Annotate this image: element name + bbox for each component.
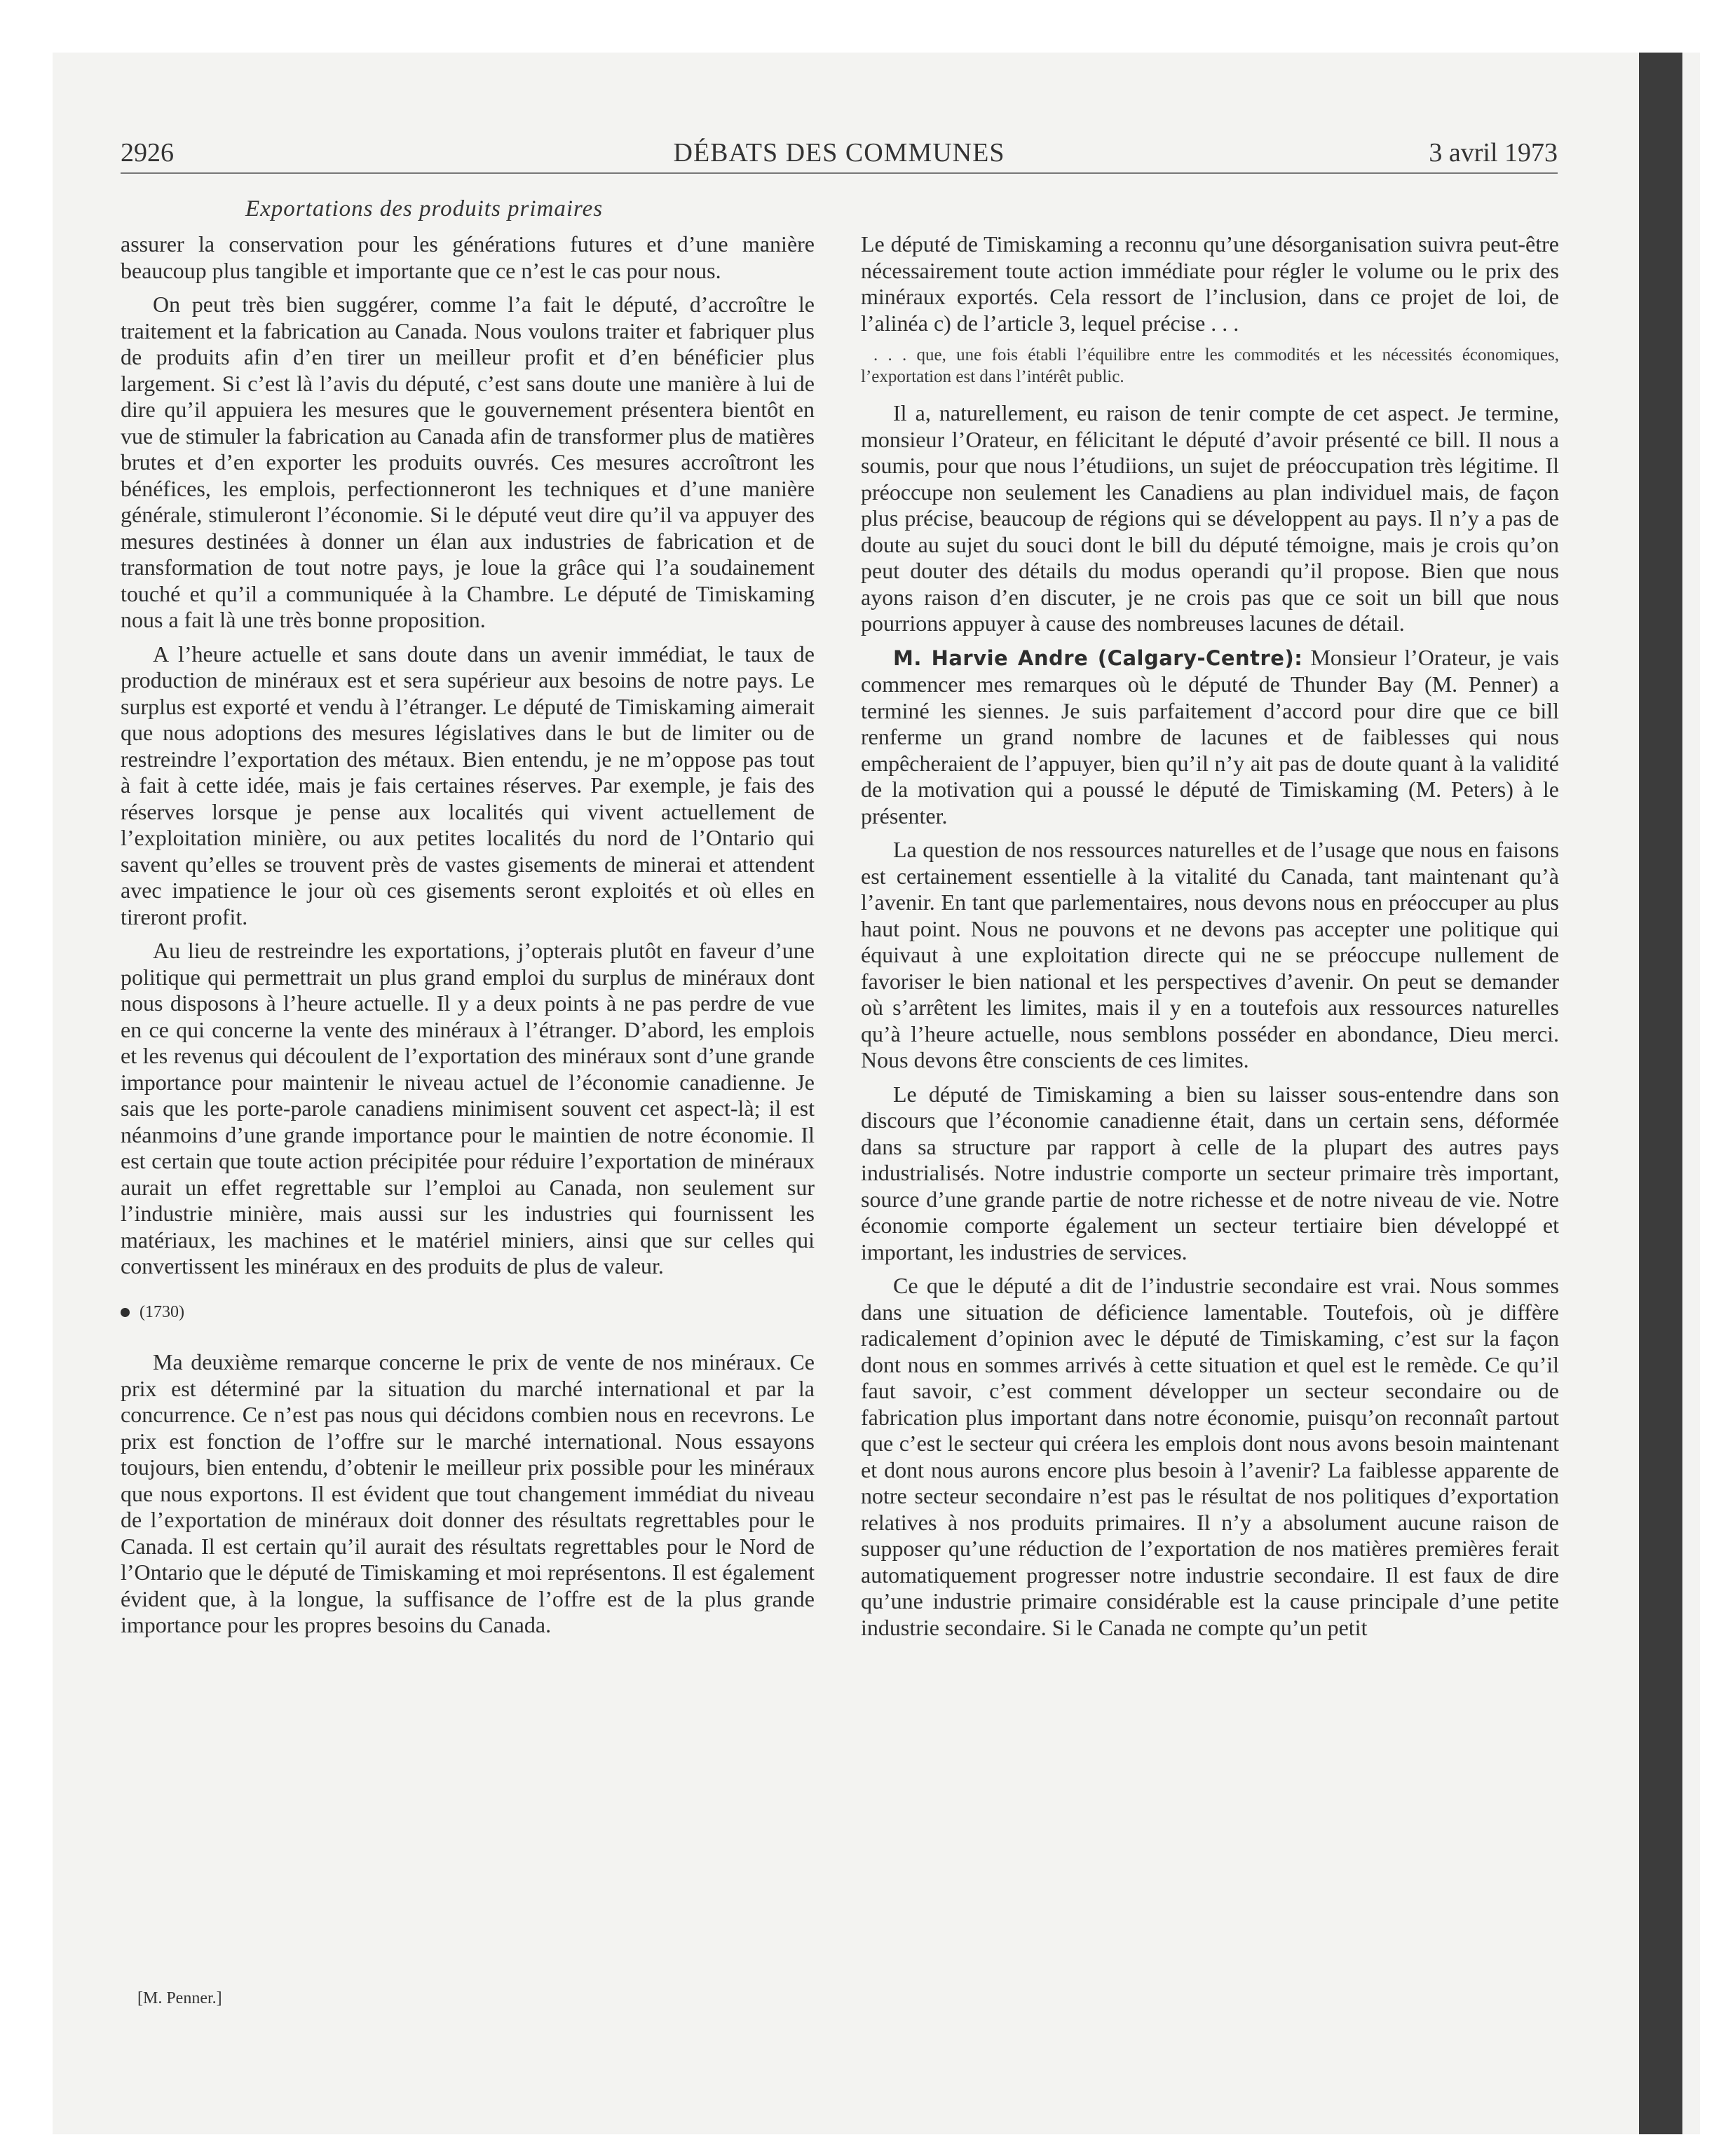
bullet-icon <box>121 1308 130 1317</box>
publication-title: DÉBATS DES COMMUNES <box>673 138 1005 168</box>
paragraph: Il a, naturellement, eu raison de tenir compte de cet aspect. Je termine, monsieur l’Orateur, en félicitant le député d’avoir présenté ce bill. Il nous a soumis, pour que nous l’étudiions, un sujet de préoccupation très légitime. Il préoccupe non seulement les Canadiens au plan individuel mais, de façon plus précise, beaucoup de régions qui se développent au pays. Il n’y a pas de doute au sujet du souci dont le bill du député témoigne, mais je crois qu’on peut douter des détails du modus operandi qu’il propose. Bien que nous ayons raison d’en discuter, je ne crois pas que ce soit un bill que nous pourrions appuyer à cause des nombreuses lacunes de détail. <box>861 400 1559 636</box>
paragraph: Le député de Timiskaming a bien su laisser sous-entendre dans son discours que l’économie canadienne était, dans un certain sens, déformée dans sa structure par rapport à celle de la plupart des autres pays industrialisés. Notre industrie comporte un secteur primaire très important, source d’une grande partie de notre richesse et de notre niveau de vie. Notre économie comporte également un secteur tertiaire bien développé et important, les industries de services. <box>861 1081 1559 1264</box>
time-marker <box>121 1299 815 1326</box>
paragraph: Au lieu de restreindre les exportations, j’opterais plutôt en faveur d’une politique qui permettrait un plus grand emploi du surplus de minéraux dont nous disposons à l’heure actuelle. Il y a deux points à ne pas perdre de vue en ce qui concerne la vente des minéraux à l’étranger. D’abord, les emplois et les revenus qui découlent de l’exportation des minéraux sont d’une grande importance pour maintenir le niveau actuel de l’économie canadienne. Je sais que les porte-parole canadiens minimisent souvent cet aspect-là; il est néanmoins d’une grande importance pour le maintien de notre économie. Il est certain que toute action précipitée pour réduire l’exportation de minéraux aurait un effet regrettable sur l’emploi au Canada, non seulement sur l’industrie minière, mais aussi sur les industries qui fournissent les matériaux, les machines et le matériel miniers, ainsi que sur celles qui convertissent les minéraux en des produits de plus de valeur. <box>121 938 815 1278</box>
running-header <box>121 137 1558 174</box>
debate-subject: Exportations des produits primaires <box>245 196 604 221</box>
paragraph: Ce que le député a dit de l’industrie secondaire est vrai. Nous sommes dans une situation de déficience lamentable. Toutefois, où je diffère radicalement d’opinion avec le député de Timiskaming, c’est sur la façon dont nous en sommes arrivés à cette situation et quel est le remède. Ce qu’il faut savoir, c’est comment développer un secteur secondaire ou de fabrication plus important dans notre économie, puisqu’on reconnaît partout que c’est le secteur qui créera les emplois dont nous avons besoin maintenant et dont nous aurons encore plus besoin à l’avenir? La faiblesse apparente de notre secteur secondaire n’est pas le résultat de nos politiques d’exportation relatives à nos produits primaires. Il n’y a absolument aucune raison de supposer qu’une réduction de l’exportation de nos matières premières ferait automatiquement progresser notre industrie secondaire. Il est faux de dire qu’une industrie primaire considérable est la cause principale d’une petite industrie secondaire. Si le Canada ne compte qu’un petit <box>861 1273 1559 1640</box>
paragraph: Le député de Timiskaming a reconnu qu’une désorganisation suivra peut-être nécessairement toute action immédiate pour régler le volume ou le prix des minéraux exportés. Cela ressort de l’inclusion, dans ce projet de loi, de l’alinéa c) de l’article 3, lequel précise . . . <box>861 231 1559 336</box>
speaker-paragraph <box>861 645 1559 830</box>
paragraph: A l’heure actuelle et sans doute dans un avenir immédiat, le taux de production de minéraux est et sera supérieur aux besoins de notre pays. Le surplus est exporté et vendu à l’étranger. Le député de Timiskaming aimerait que nous adoptions des mesures législatives dans le but de limiter ou de restreindre l’exportation des métaux. Bien entendu, je ne m’oppose pas tout à fait à cette idée, mais je fais certaines réserves. Par exemple, je fais des réserves lorsque je pense aux localités qui vivent actuellement de l’exploitation minière, ou aux petites localités du nord de l’Ontario qui savent qu’elles se trouvent près de vastes gisements de minerai et attendent avec impatience le jour où ces gisements seront exploités et où elles en tireront profit. <box>121 641 815 929</box>
quotation: . . . que, une fois établi l’équilibre entre les commodités et les nécessités économiques, l’exportation est dans l’intérêt public. <box>861 346 1559 386</box>
book-spine-shadow <box>1639 53 1682 2134</box>
speaker-footer: [M. Penner.] <box>137 1989 222 2007</box>
paragraph: La question de nos ressources naturelles et de l’usage que nous en faisons est certainement essentielle à la vitalité du Canada, tant maintenant qu’à l’avenir. En tant que parlementaires, nous devons nous en préoccuper au plus haut point. Nous ne pouvons et ne devons pas accepter une politique qui équivaut à une exploitation directe qui ne se préoccupe nullement de favoriser le bien national et les perspectives d’avenir. On peut se demander où s’arrêtent les limites, mais il y en a toutefois aux ressources naturelles qu’à l’heure actuelle, nous semblons posséder en abondance, Dieu merci. Nous devons être conscients de ces limites. <box>861 837 1559 1072</box>
left-column <box>121 231 815 1646</box>
page-number: 2926 <box>121 138 174 168</box>
speaker-name: M. Harvie Andre (Calgary-Centre): <box>893 646 1303 670</box>
paragraph: assurer la conservation pour les générations futures et d’une manière beaucoup plus tangible et importante que ce n’est le cas pour nous. <box>121 231 815 283</box>
sitting-date: 3 avril 1973 <box>1429 138 1558 168</box>
speaker-text: Monsieur l’Orateur, je vais commencer mes remarques où le député de Thunder Bay (M. Penner) a terminé les siennes. Je suis parfaitement d’accord pour dire que ce bill renferme un grand nombre de lacunes et de faiblesses qui nous empêcheraient de l’appuyer, bien qu’il n’y ait pas de doute quant à la validité de la motivation qui a poussé le député de Timiskaming (M. Peters) à le présenter. <box>861 644 1560 828</box>
right-column <box>861 231 1559 1649</box>
time-stamp: (1730) <box>140 1302 184 1321</box>
paragraph: On peut très bien suggérer, comme l’a fait le député, d’accroître le traitement et la fabrication au Canada. Nous voulons traiter et fabriquer plus de produits afin d’en tirer un meilleur profit et d’en bénéficier plus largement. Si c’est là l’avis du député, c’est sans doute une manière à lui de dire qu’il appuiera les mesures que le gouvernement présentera bientôt en vue de stimuler la fabrication au Canada afin de transformer plus de matières brutes et d’en exporter les produits ouvrés. Ces mesures accroîtront les bénéfices, les emplois, perfectionneront les techniques et d’une manière générale, stimuleront l’économie. Si le député veut dire qu’il va appuyer des mesures destinées à donner un élan aux industries de fabrication et de transformation de tout notre pays, je loue la grâce qui l’a soudainement touché et qu’il a communiquée à la Chambre. Le député de Timiskaming nous a fait là une très bonne proposition. <box>121 292 815 632</box>
paragraph: Ma deuxième remarque concerne le prix de vente de nos minéraux. Ce prix est déterminé par la situation du marché international et par la concurrence. Ce n’est pas nous qui décidons combien nous en recevrons. Le prix est fonction de l’offre sur le marché international. Nous essayons toujours, bien entendu, d’obtenir le meilleur prix possible pour les minéraux que nous exportons. Il est évident que tout changement immédiat du niveau de l’exportation de minéraux doit donner des résultats regrettables pour le Canada. Il est certain qu’il aurait des résultats regrettables pour le Nord de l’Ontario que le député de Timiskaming et moi représentons. Il est également évident que, à la longue, la suffisance de l’offre est de la plus grande importance pour les propres besoins du Canada. <box>121 1349 815 1637</box>
